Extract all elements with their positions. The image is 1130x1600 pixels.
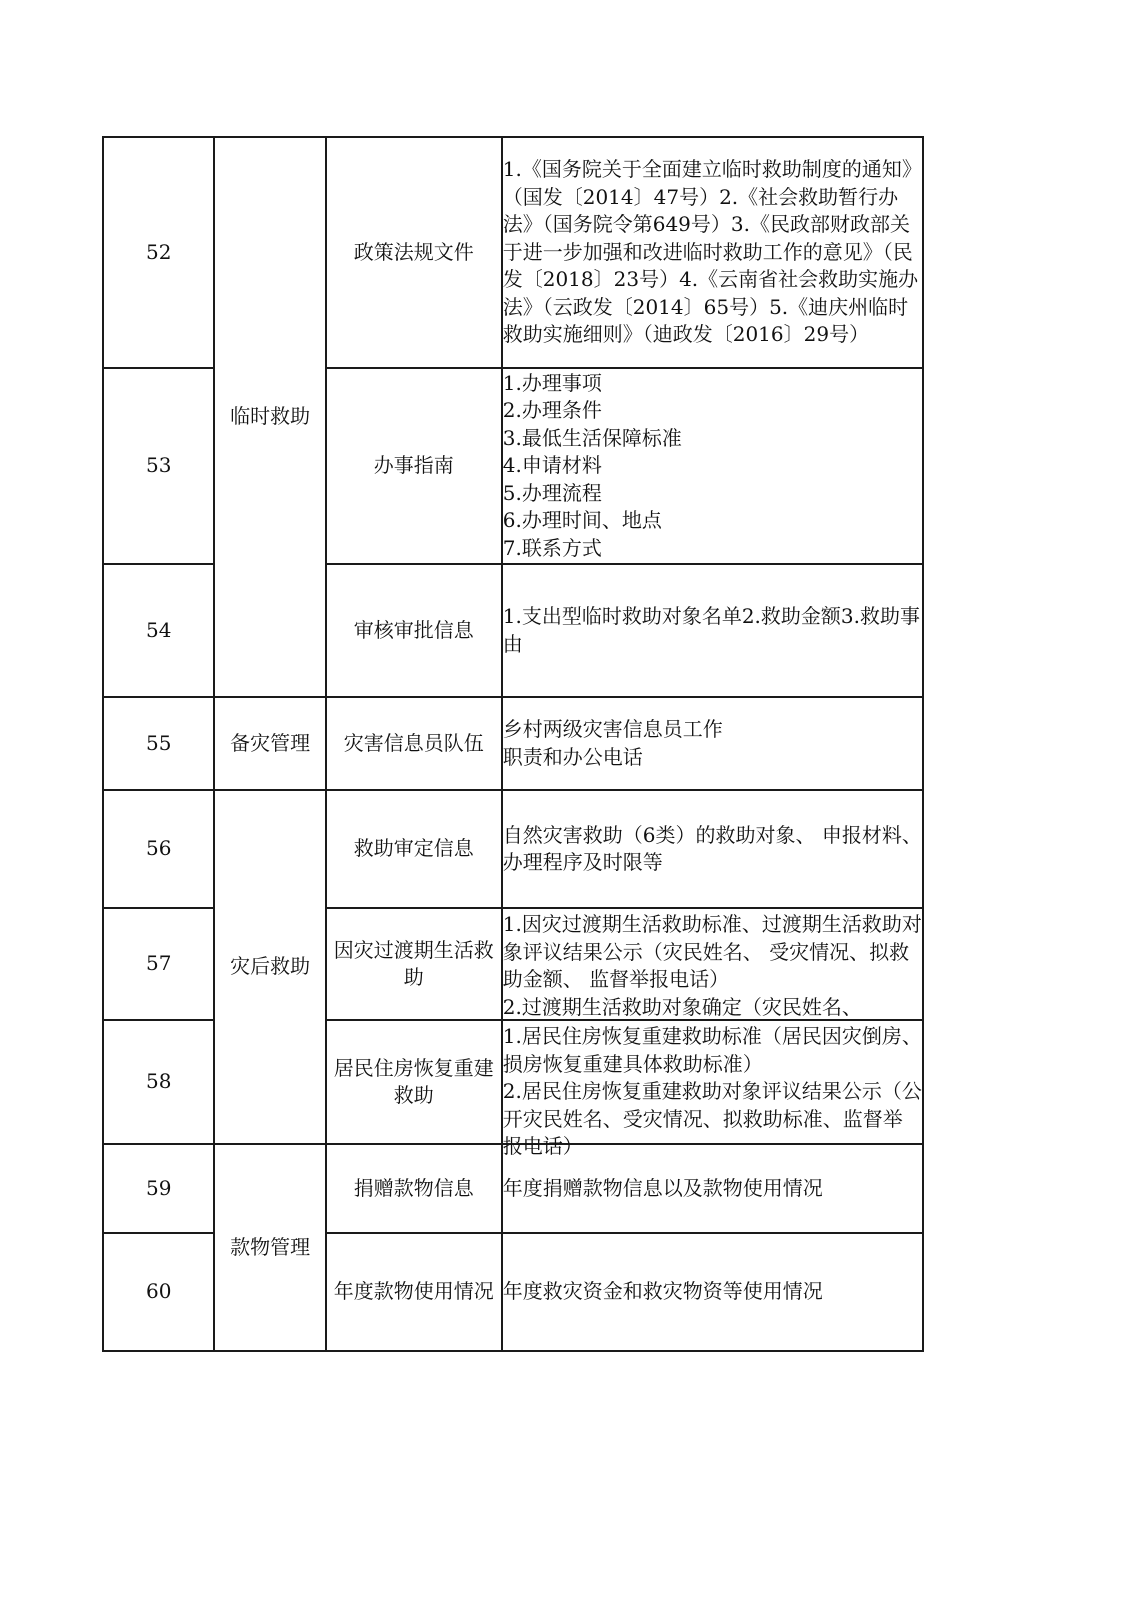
- category-cell: 临时救助: [214, 137, 325, 697]
- category-cell: 款物管理: [214, 1144, 325, 1351]
- content-cell: [502, 908, 923, 1020]
- category-cell: 备灾管理: [214, 697, 325, 790]
- table-row: [103, 790, 923, 908]
- row-number: 59: [103, 1144, 214, 1233]
- row-number: 57: [103, 908, 214, 1020]
- content-cell: 1.《国务院关于全面建立临时救助制度的通知》（国发〔2014〕47号）2.《社会救助暂行办法》（国务院令第649号）3.《民政部财政部关于进一步加强和改进临时救助工作的意见》（民发〔2018〕23号）4.《云南省社会救助实施办法》（云政发〔2014〕65号）5.《迪庆州临时救助实施细则》（迪政发〔2016〕29号）: [502, 137, 923, 368]
- item-cell: 因灾过渡期生活救助: [326, 908, 502, 1020]
- content-line: 1.因灾过渡期生活救助标准、过渡期生活救助对象评议结果公示（灾民姓名、 受灾情况、拟救助金额、 监督举报电话）: [502, 912, 922, 991]
- row-number: 53: [103, 368, 214, 564]
- content-line: 职责和办公电话: [502, 744, 643, 769]
- content-line: 7.联系方式: [502, 535, 602, 560]
- item-cell: 审核审批信息: [326, 564, 502, 697]
- content-line: 6.办理时间、地点: [502, 508, 662, 533]
- content-cell: [502, 368, 923, 564]
- row-number: 54: [103, 564, 214, 697]
- item-cell: 灾害信息员队伍: [326, 697, 502, 790]
- disclosure-table: [102, 136, 924, 1352]
- content-cell: 自然灾害救助（6类）的救助对象、 申报材料、办理程序及时限等: [502, 790, 923, 908]
- content-line: 2.过渡期生活救助对象确定（灾民姓名、: [502, 994, 862, 1019]
- content-line: 2.办理条件: [502, 398, 602, 423]
- table-row: [103, 137, 923, 368]
- item-cell: 办事指南: [326, 368, 502, 564]
- table-row: [103, 697, 923, 790]
- content-line: 3.最低生活保障标准: [502, 425, 682, 450]
- item-cell: 捐赠款物信息: [326, 1144, 502, 1233]
- content-cell: [502, 1020, 923, 1158]
- content-cell: 1.支出型临时救助对象名单2.救助金额3.救助事由: [502, 564, 923, 697]
- row-number: 60: [103, 1233, 214, 1351]
- content-line: 1.居民住房恢复重建救助标准（居民因灾倒房、 损房恢复重建具体救助标准）: [502, 1024, 922, 1076]
- content-line: 乡村两级灾害信息员工作: [502, 717, 723, 741]
- content-line: 1.办理事项: [502, 370, 602, 395]
- row-number: 58: [103, 1020, 214, 1144]
- item-cell: 年度款物使用情况: [326, 1233, 502, 1351]
- row-number: 56: [103, 790, 214, 908]
- content-cell: [502, 697, 923, 790]
- row-number: 52: [103, 137, 214, 368]
- content-line: 4.申请材料: [502, 453, 602, 478]
- row-number: 55: [103, 697, 214, 790]
- content-cell: 年度捐赠款物信息以及款物使用情况: [502, 1144, 923, 1233]
- item-cell: 居民住房恢复重建救助: [326, 1020, 502, 1144]
- category-cell: 灾后救助: [214, 790, 325, 1144]
- item-cell: 救助审定信息: [326, 790, 502, 908]
- item-cell: 政策法规文件: [326, 137, 502, 368]
- content-line: 2.居民住房恢复重建救助对象评议结果公示（公开灾民姓名、受灾情况、拟救助标准、监督举报电话）: [502, 1079, 922, 1158]
- content-cell: 年度救灾资金和救灾物资等使用情况: [502, 1233, 923, 1351]
- content-line: 5.办理流程: [502, 480, 602, 505]
